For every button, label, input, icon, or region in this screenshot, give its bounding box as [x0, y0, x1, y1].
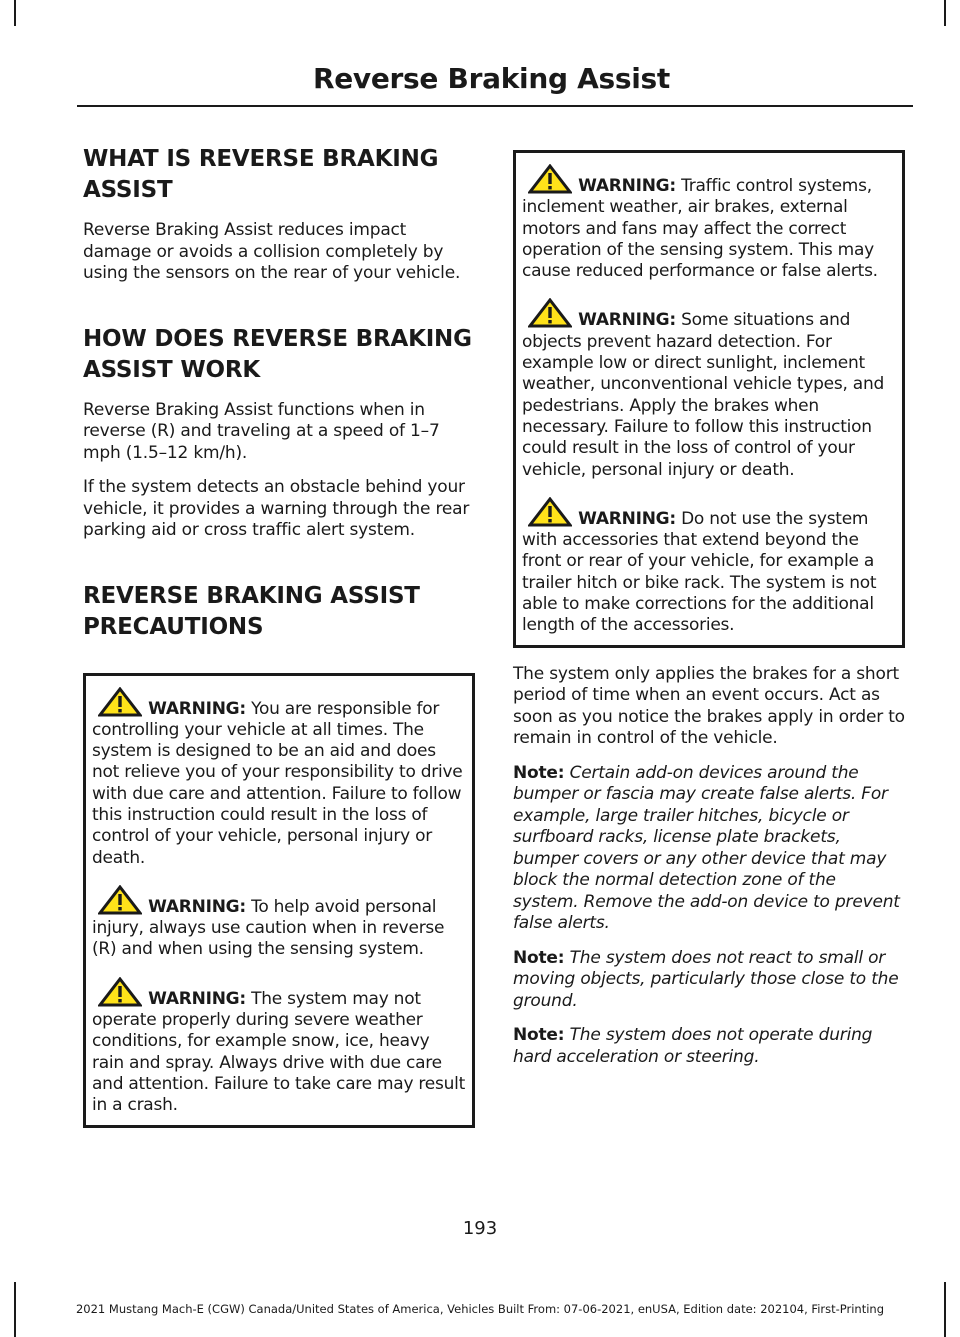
warning-box: [513, 150, 905, 648]
warning-triangle-icon: [98, 687, 142, 717]
warning-label: WARNING:: [578, 310, 676, 331]
warning-item: [522, 164, 896, 282]
warning-label: WARNING:: [578, 176, 676, 196]
paragraph: Reverse Braking Assist functions when in reverse (R) and traveling at a speed of 1–7 mph (1.5–12 km/h).: [83, 399, 440, 463]
left-column: [83, 140, 475, 1144]
section-heading-precautions: REVERSE BRAKING ASSIST PRECAUTIONS: [83, 582, 420, 640]
footer-edition-info: 2021 Mustang Mach-E (CGW) Canada/United States of America, Vehicles Built From: 07-06-2021, enUSA, Edition date: 202104, First-Printing: [75, 1302, 884, 1316]
page-header-title: Reverse Braking Assist: [312, 62, 670, 95]
warning-text: Some situations and objects prevent hazard detection. For example low or direct sunlight, inclement weather, unconventional vehicle types, and pedestrians. Apply the brakes when necessary. Failure to follow this instruction could result in the loss of control of your vehicle, personal injury or death.: [522, 310, 885, 480]
crop-mark-top-left: [14, 0, 16, 26]
warning-triangle-icon: [98, 885, 142, 915]
right-column: [513, 150, 905, 1081]
section-heading-how-does: HOW DOES REVERSE BRAKING ASSIST WORK: [83, 325, 472, 383]
paragraph: The system only applies the brakes for a short period of time when an event occurs. Act as soon as you notice the brakes apply in order to remain in control of the vehicle.: [513, 663, 905, 749]
note-text: Certain add-on devices around the bumper or fascia may create false alerts. For example, large trailer hitches, bicycle or surfboard racks, license plate brackets, bumper covers or any other device that may block the normal detection zone of the system. Remove the add-on device to prevent false alerts.: [513, 762, 900, 934]
warning-triangle-icon: [528, 298, 572, 328]
page-number: 193: [462, 1218, 498, 1239]
note: [513, 948, 905, 1013]
section-heading-what-is: WHAT IS REVERSE BRAKING ASSIST: [83, 146, 439, 203]
header-rule: [77, 105, 913, 107]
note-label: Note:: [513, 762, 565, 783]
note-text: The system does not react to small or moving objects, particularly those close to the ground.: [513, 947, 899, 1011]
warning-text: Do not use the system with accessories that extend beyond the front or rear of your vehicle, for example a trailer hitch or bike rack. The system is not able to make corrections for the additional length of the accessories.: [522, 508, 877, 636]
warning-item: [92, 687, 466, 869]
warning-text: Traffic control systems, inclement weather, air brakes, external motors and fans may affect the correct operation of the sensing system. This may cause reduced performance or false alerts.: [522, 176, 878, 282]
warning-item: [92, 977, 466, 1117]
note-label: Note:: [513, 1025, 565, 1046]
paragraph: If the system detects an obstacle behind your vehicle, it provides a warning through the rear parking aid or cross traffic alert system.: [83, 477, 470, 540]
warning-triangle-icon: [528, 164, 572, 194]
note: [513, 1025, 905, 1068]
warning-label: WARNING:: [578, 508, 676, 529]
warning-triangle-icon: [528, 497, 572, 527]
warning-label: WARNING:: [148, 896, 246, 917]
note-label: Note:: [513, 947, 565, 968]
warning-label: WARNING:: [148, 988, 246, 1009]
warning-item: [522, 497, 896, 637]
warning-item: [92, 885, 466, 961]
crop-mark-top-right: [944, 0, 946, 26]
paragraph: Reverse Braking Assist reduces impact damage or avoids a collision completely by using the sensors on the rear of your vehicle.: [83, 220, 461, 283]
note-text: The system does not operate during hard acceleration or steering.: [513, 1025, 873, 1067]
warning-box: [83, 673, 475, 1128]
warning-text: The system may not operate properly during severe weather conditions, for example snow, ice, heavy rain and spray. Always drive with due care and attention. Failure to take care may result in a crash.: [92, 988, 466, 1116]
warning-text: To help avoid personal injury, always use caution when in reverse (R) and when using the sensing system.: [92, 896, 445, 960]
warning-label: WARNING:: [148, 698, 246, 719]
note: [513, 763, 905, 935]
warning-text: You are responsible for controlling your vehicle at all times. The system is designed to be an aid and does not relieve you of your responsibility to drive with due care and attention. Failure to follow this instruction could result in the loss of control of your vehicle, personal injury or death.: [92, 698, 463, 868]
warning-item: [522, 298, 896, 480]
warning-triangle-icon: [98, 977, 142, 1007]
